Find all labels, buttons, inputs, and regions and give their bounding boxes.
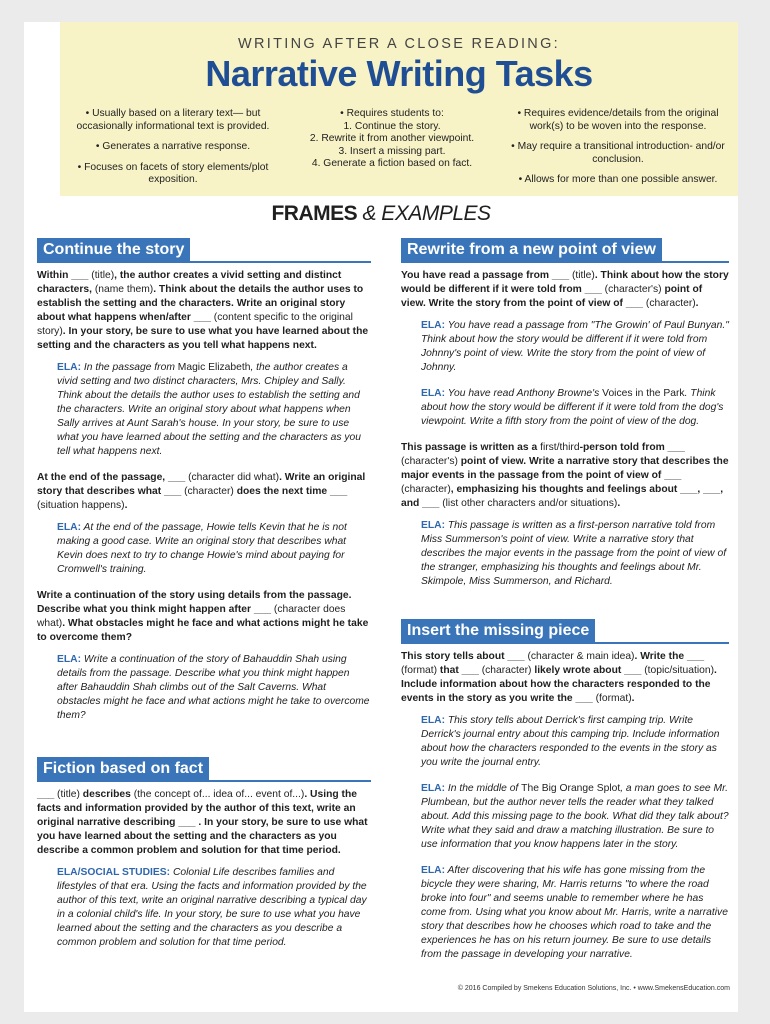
frame-prompt: You have read a passage from ___ (title). Think about how the story would be different if it were told from ___ (character's) point of view. Write the story from the point of view of ___ (character). <box>401 270 729 309</box>
header-bullet: • Requires evidence/details from the original work(s) to be woven into the response. <box>517 108 719 132</box>
example-text: ELA: You have read Anthony Browne's Voices in the Park. Think about how the story would be different if it were told from the dog's viewpoint. Write a fifth story from the point of view of the dog. <box>421 388 724 427</box>
header-bullet: • Focuses on facets of story elements/plot exposition. <box>77 161 269 186</box>
header-panel <box>60 22 738 196</box>
header-bullet: • Generates a narrative response. <box>95 141 251 153</box>
section-heading-continue: Continue the story <box>37 238 190 261</box>
section-heading-rewrite: Rewrite from a new point of view <box>401 238 662 261</box>
example-text: ELA: This passage is written as a first-person narrative told from Miss Summerson's point of view. Write a narrative story that describes the major events in the passage from the point of view of the stranger, emphasizing his thoughts and feelings about Mr. Skimpole, Miss Summerson, and Richard. <box>421 520 727 587</box>
right-column <box>401 238 729 974</box>
worksheet-page <box>24 22 738 1012</box>
header-column-3 <box>500 108 736 195</box>
section-band <box>401 619 729 644</box>
example-text: ELA/SOCIAL STUDIES: Colonial Life describes families and lifestyles of that era. Using the facts and information provided by the author of this text, write an original narrative describing a typical day in a colonial child's life. In your story, be sure to use what you have learned about the setting and the characters as you describe a common problem and solution for that time period. <box>57 867 367 948</box>
frame-prompt: This passage is written as a first/third-person told from ___ (character's) point of view. Write a narrative story that describes the major events in the passage from the point of view of ___ (character), emphasizing his thoughts and feelings about ___, ___, and ___ (list other characters and/or situations). <box>401 442 729 509</box>
frame-prompt: Within ___ (title), the author creates a vivid setting and distinct characters, (name them). Think about the details the author uses to establish the setting and the characters. Write an original story about what happens when/after ___ (content specific to the original story). In your story, be sure to use what you have learned about the setting and the characters as you tell what happens next. <box>37 270 369 351</box>
page-title: Narrative Writing Tasks <box>205 53 593 94</box>
frame-prompt: At the end of the passage, ___ (character did what). Write an original story that describes what ___ (character) does the next time ___ (situation happens). <box>37 472 366 511</box>
frames-heading-italic: & EXAMPLES <box>362 202 491 225</box>
header-step: 2. Rewrite it from another viewpoint. <box>309 133 475 145</box>
frame-prompt: This story tells about ___ (character & main idea). Write the ___ (format) that ___ (character) likely wrote about ___ (topic/situation). Include information about how the characters responded to the events in the story as you write the ___ (format). <box>401 651 717 704</box>
example-text: ELA: At the end of the passage, Howie tells Kevin that he is not making a good case. Write an original story that describes what Kevin does next to try to change Howie's mind about paying for Cromwell's training. <box>57 522 347 575</box>
page-kicker: WRITING AFTER A CLOSE READING: <box>238 36 560 52</box>
section-heading-fiction: Fiction based on fact <box>37 757 209 780</box>
section-band <box>37 757 371 782</box>
example-text: ELA: You have read a passage from "The Growin' of Paul Bunyan." Think about how the story would be different if it were told from Johnny's point of view. Write the story from the point of view of Johnny. <box>421 320 729 373</box>
example-text: ELA: After discovering that his wife has gone missing from the bicycle they were sharing, Mr. Harris returns "to where the road broke into four" and seems unable to remember where he has come from. Using what you know about Mr. Harris, write a narrative story that describes how he chooses which road to take and the experiences he has on his return journey. Be sure to use details from the passage in developing your narrative. <box>421 865 728 960</box>
header-step: 1. Continue the story. <box>343 120 441 132</box>
header-bullet: • Usually based on a literary text— but occasionally informational text is provided. <box>76 108 270 132</box>
header-bullet: • May require a transitional introduction- and/or conclusion. <box>511 141 725 165</box>
section-band <box>401 238 729 263</box>
section-band <box>37 238 371 263</box>
header-bullet: • Requires students to: <box>340 108 444 119</box>
header-bullet: • Allows for more than one possible answer. <box>518 174 718 186</box>
frame-prompt: ___ (title) describes (the concept of... idea of... event of...). Using the facts and information provided by the author of this text, write an original narrative describing ___ . In your story, be sure to use what you have learned about the setting and the characters as you describe a common problem and solution for that time period. <box>37 789 368 856</box>
example-text: ELA: This story tells about Derrick's first camping trip. Write Derrick's journal entry about this camping trip. Include information about how the characters responded to the events in the story as you write the journal entry. <box>421 715 720 768</box>
frames-heading-bold: FRAMES <box>271 202 358 225</box>
example-text: ELA: In the middle of The Big Orange Splot, a man goes to see Mr. Plumbean, but the author never tells the reader what they talked about. Add this missing page to the book. What did they talk about? Write what they said and draw a matching illustration. Be sure to use information that you know happens later in the story. <box>421 783 729 850</box>
header-column-2 <box>288 108 496 171</box>
example-text: ELA: Write a continuation of the story of Bahauddin Shah using details from the passage. Describe what you think might happen after Bahauddin Shah climbs out of the Salt Caverns. What obstacles might he face and what actions might he take to overcome them? <box>57 654 370 721</box>
header-step: 4. Generate a fiction based on fact. <box>311 158 473 170</box>
copyright-footer: © 2016 Compiled by Smekens Education Solutions, Inc. • www.SmekensEducation.com <box>457 985 730 992</box>
example-text: ELA: In the passage from Magic Elizabeth, the author creates a vivid setting and two distinct characters, Mrs. Chipley and Sally. Think about the details the author uses to establish the setting and the characters. Write an original story about what happens when Sally arrives at Aunt Sarah's house. In your story, be sure to use what you have learned about the setting and the characters as you tell what happens next. <box>57 362 361 457</box>
frames-heading <box>24 202 738 226</box>
frame-prompt: Write a continuation of the story using details from the passage. Describe what you think might happen after ___ (character does what). What obstacles might he face and what actions might he take to overcome them? <box>37 590 369 643</box>
section-heading-insert: Insert the missing piece <box>401 619 595 642</box>
left-column <box>37 238 371 962</box>
header-column-1 <box>62 108 284 195</box>
header-step: 3. Insert a missing part. <box>338 145 446 157</box>
